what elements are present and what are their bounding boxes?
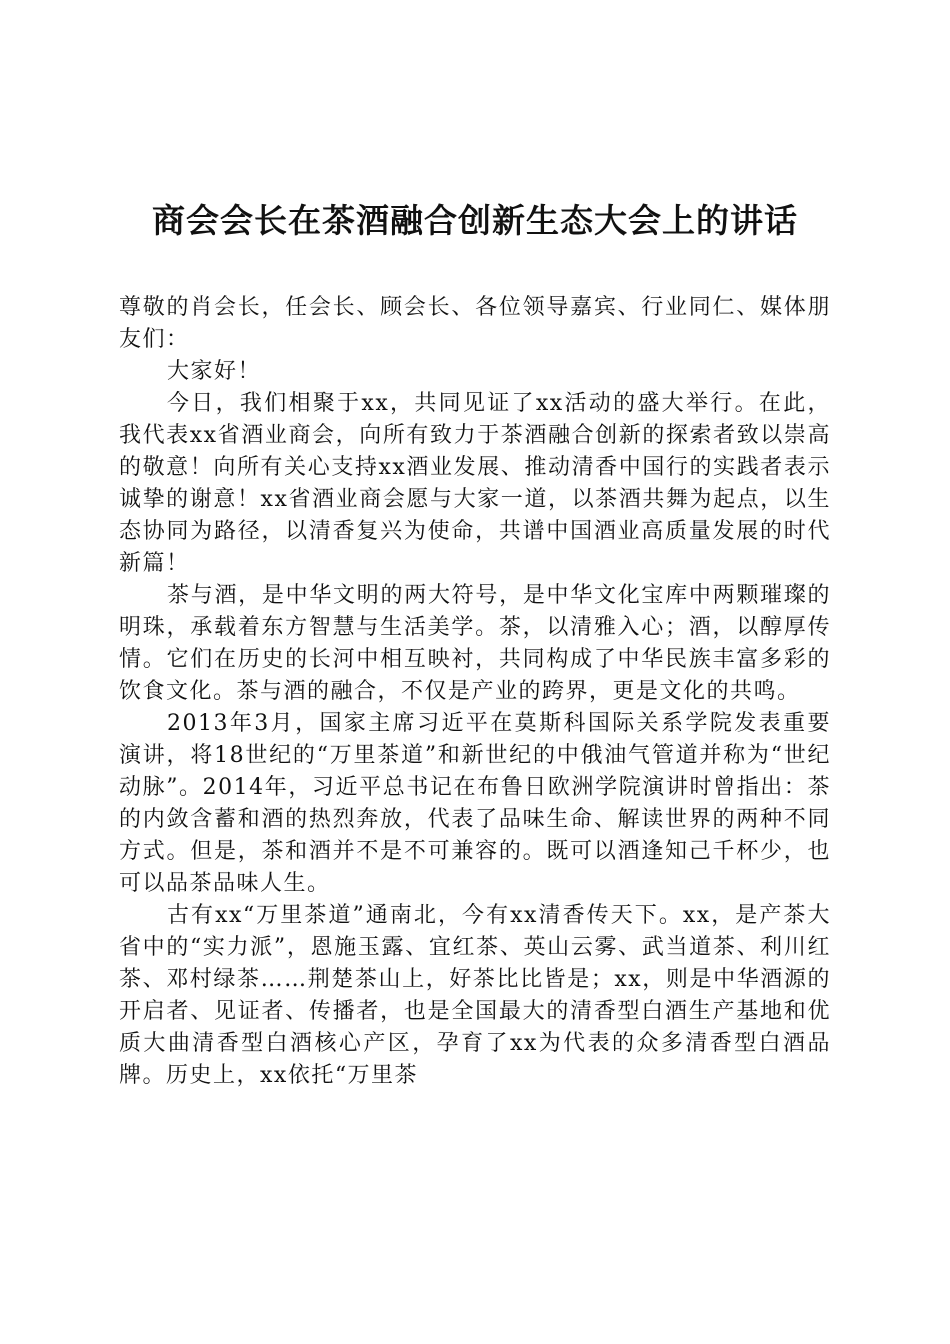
paragraph-tea-and-wine: 茶与酒，是中华文明的两大符号，是中华文化宝库中两颗璀璨的明珠，承载着东方智慧与生活美学。茶，以清雅入心；酒，以醇厚传情。它们在历史的长河中相互映衬，共同构成了中华民族丰富多彩的饮食文化。茶与酒的融合，不仅是产业的跨界，更是文化的共鸣。	[119, 583, 831, 704]
salutation: 尊敬的肖会长，任会长、顾会长、各位领导嘉宾、行业同仁、媒体朋友们：	[119, 295, 831, 352]
paragraph-region: 古有xx“万里茶道”通南北，今有xx清香传天下。xx，是产茶大省中的“实力派”，恩施玉露、宜红茶、英山云雾、武当道茶、利川红茶、邓村绿茶……荆楚茶山上，好茶比比皆是；xx，则是中华酒源的开启者、见证者、传播者，也是全国最大的清香型白酒生产基地和优质大曲清香型白酒核心产区，孕育了xx为代表的众多清香型白酒品牌。历史上，xx依托“万里茶	[119, 903, 831, 1088]
paragraph-greeting: 大家好！	[167, 359, 262, 384]
paragraph-opening: 今日，我们相聚于xx，共同见证了xx活动的盛大举行。在此，我代表xx省酒业商会，向所有致力于茶酒融合创新的探索者致以崇高的敬意！向所有关心支持xx酒业发展、推动清香中国行的实践者表示诚挚的谢意！xx省酒业商会愿与大家一道，以茶酒共舞为起点，以生态协同为路径，以清香复兴为使命，共谱中国酒业高质量发展的时代新篇！	[119, 391, 831, 576]
paragraph-history: 2013年3月，国家主席习近平在莫斯科国际关系学院发表重要演讲，将18世纪的“万里茶道”和新世纪的中俄油气管道并称为“世纪动脉”。2014年，习近平总书记在布鲁日欧洲学院演讲时曾指出：茶的内敛含蓄和酒的热烈奔放，代表了品味生命、解读世界的两种不同方式。但是，茶和酒并不是不可兼容的。既可以酒逢知己千杯少，也可以品茶品味人生。	[119, 711, 831, 896]
document-title: 商会会长在茶酒融合创新生态大会上的讲话	[152, 201, 798, 240]
document-body	[119, 292, 831, 1092]
